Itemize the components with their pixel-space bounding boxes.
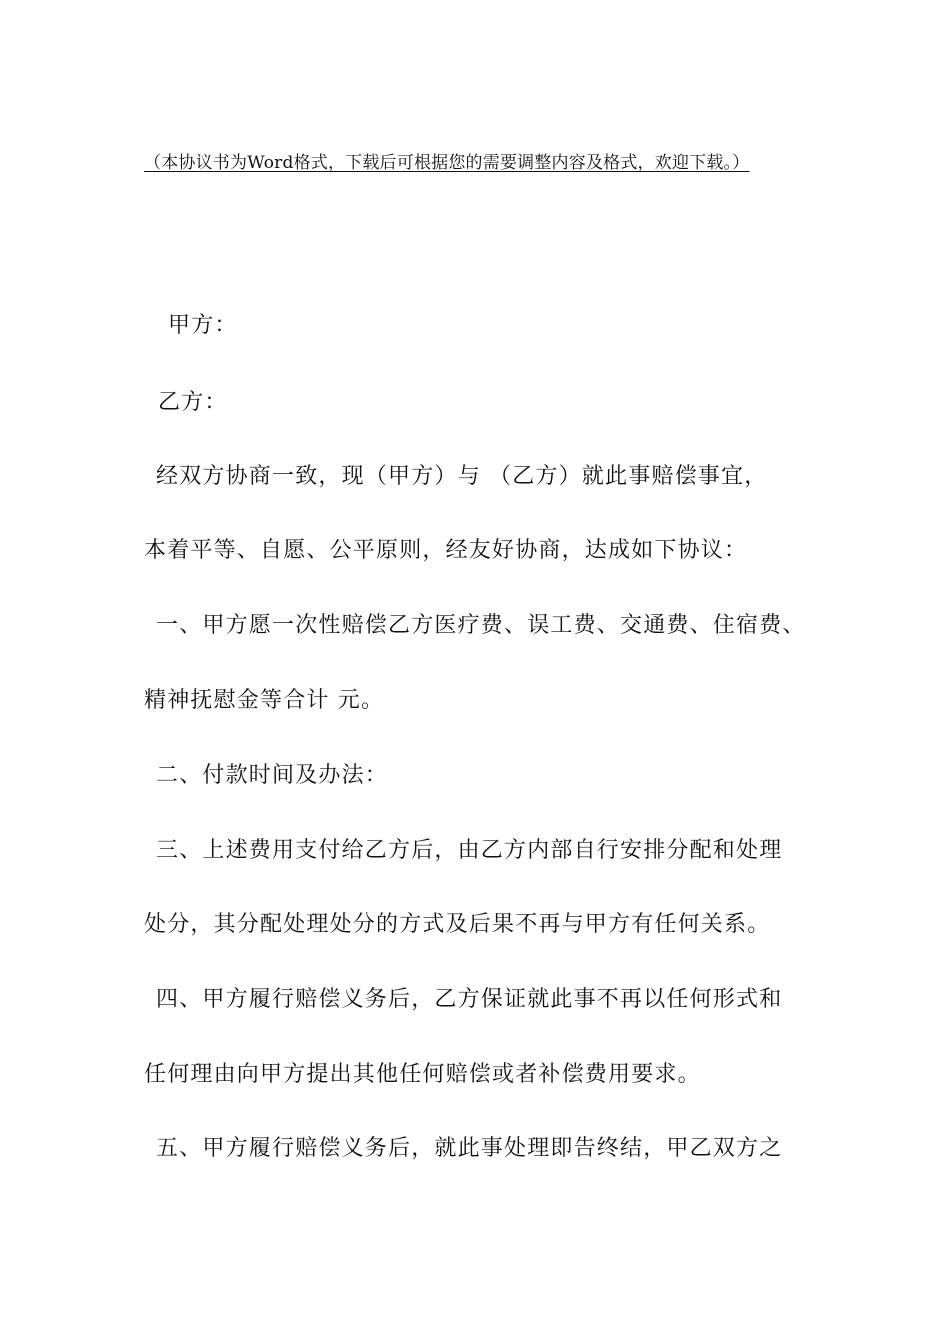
clause-3-line-2: 处分，其分配处理处分的方式及后果不再与甲方有任何关系。 xyxy=(144,912,771,937)
clause-4-line-1: 四、甲方履行赔偿义务后，乙方保证就此事不再以任何形式和 xyxy=(156,987,783,1012)
clause-1-line-1: 一、甲方愿一次性赔偿乙方医疗费、误工费、交通费、住宿费、 xyxy=(156,613,806,638)
clause-3-line-1: 三、上述费用支付给乙方后，由乙方内部自行安排分配和处理 xyxy=(156,838,783,863)
clause-4-line-2: 任何理由向甲方提出其他任何赔偿或者补偿费用要求。 xyxy=(144,1062,701,1087)
intro-line-2: 本着平等、自愿、公平原则，经友好协商，达成如下协议： xyxy=(144,538,748,563)
clause-5-line-1: 五、甲方履行赔偿义务后，就此事处理即告终结，甲乙双方之 xyxy=(156,1136,783,1161)
clause-2-line-1: 二、付款时间及办法： xyxy=(156,763,389,788)
party-a-label: 甲方： xyxy=(168,313,238,338)
party-b-label: 乙方： xyxy=(158,390,228,415)
intro-line-1: 经双方协商一致，现（甲方）与 （乙方）就此事赔偿事宜， xyxy=(156,464,768,489)
format-notice: （本协议书为Word格式，下载后可根据您的需要调整内容及格式，欢迎下载。） xyxy=(144,153,750,173)
clause-1-line-2: 精神抚慰金等合计 元。 xyxy=(144,688,385,713)
